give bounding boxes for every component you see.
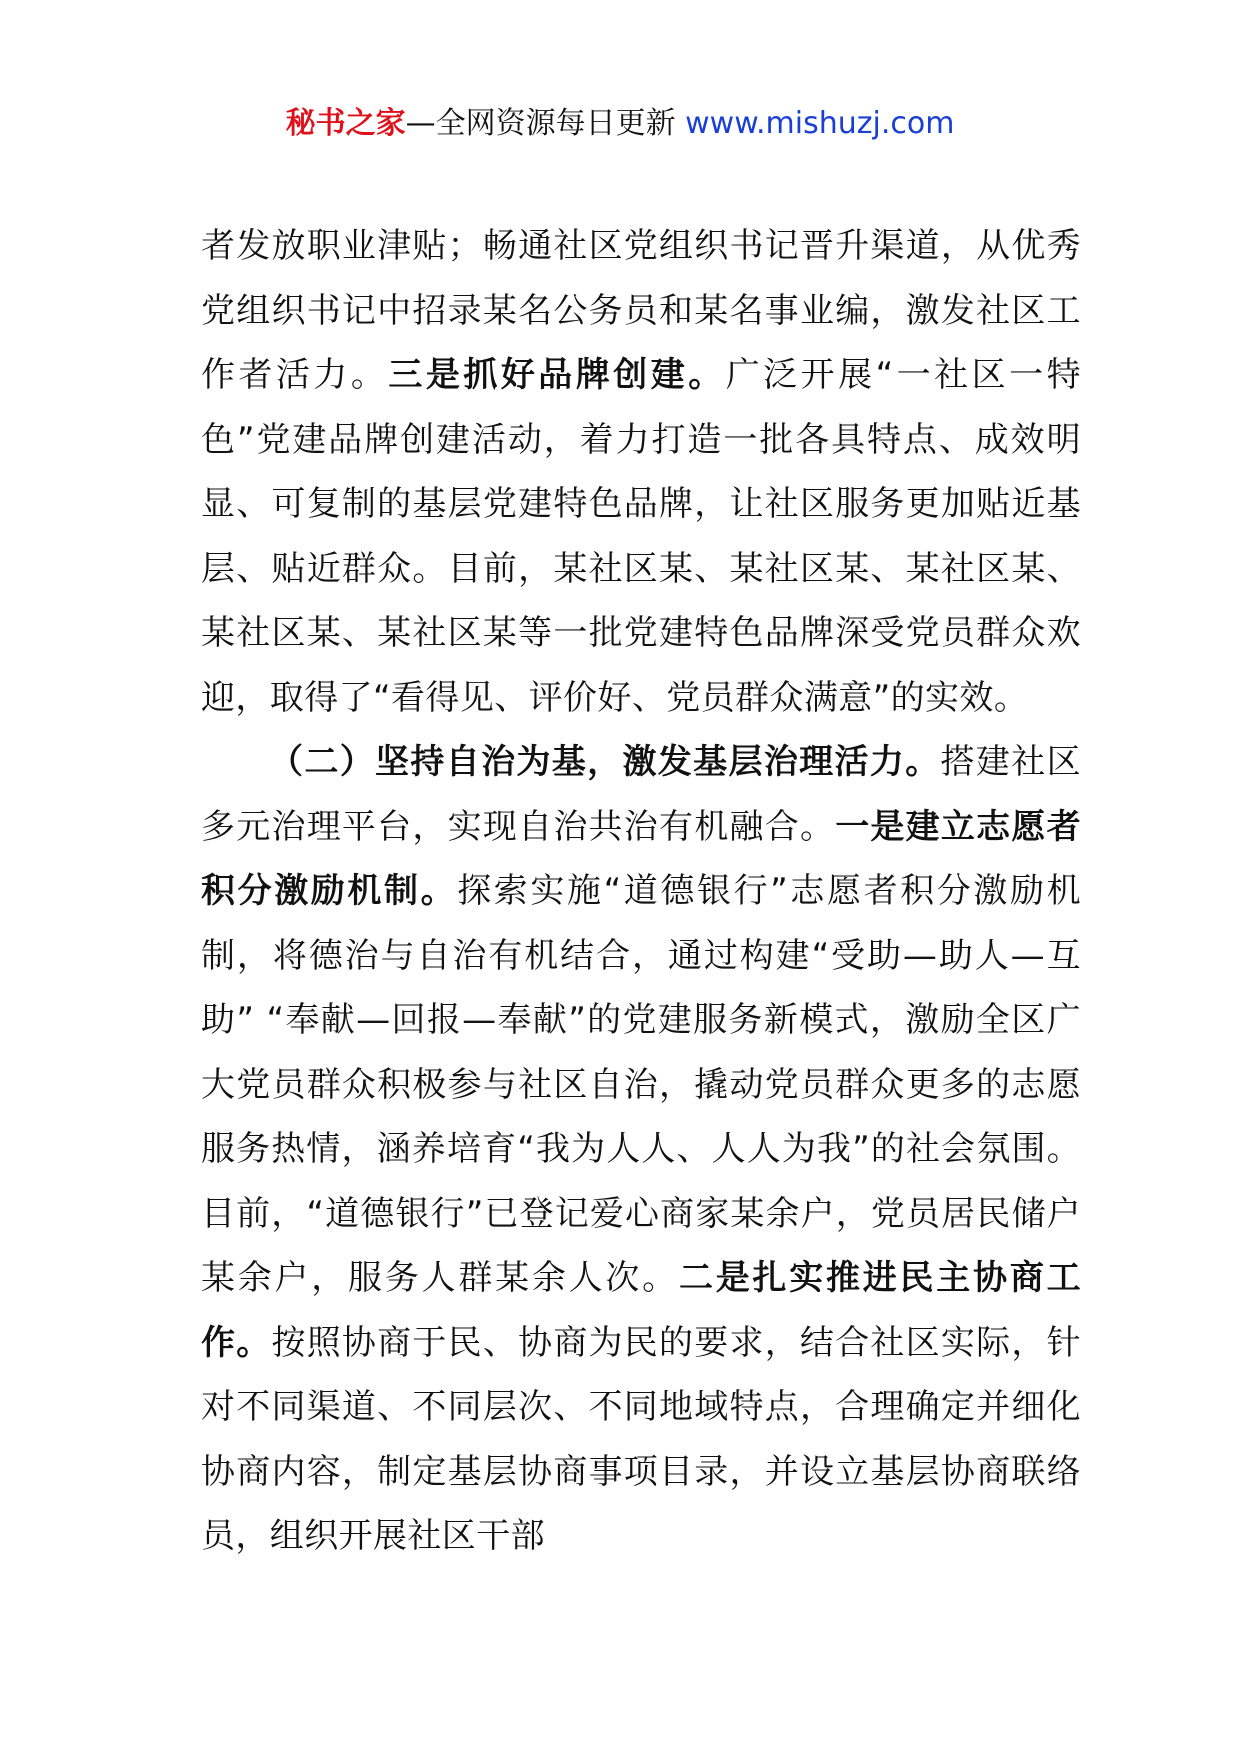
heading-democratic-consultation: 二是扎实推进民主协商工作。 [201, 1258, 1082, 1363]
website-link[interactable]: www.mishuzj.com [685, 106, 955, 141]
brand-name: 秘书之家 [285, 106, 406, 141]
heading-brand-creation: 三是抓好品牌创建。 [388, 355, 726, 395]
text-run: 搭建社区多元治理平台，实现自治共治有机融合。 [201, 742, 1081, 847]
heading-volunteer-points: 一是建立志愿者积分激励机制。 [201, 806, 1081, 911]
paragraph-2 [201, 730, 1081, 1569]
section-heading-autonomy: （二）坚持自治为基，激发基层治理活力。 [269, 742, 941, 782]
text-run: 广泛开展“一社区一特色”党建品牌创建活动，着力打造一批各具特点、成效明显、可复制的基层党建特色品牌，让社区服务更加贴近基层、贴近群众。目前，某社区某、某社区某、某社区某、某社区某、某社区某等一批党建特色品牌深受党员群众欢迎，取得了“看得见、评价好、党员群众满意”的实效。 [201, 355, 1081, 718]
text-run: 探索实施“道德银行”志愿者积分激励机制，将德治与自治有机结合，通过构建“受助—助人—互助” “奉献—回报—奉献”的党建服务新模式，激励全区广大党员群众积极参与社区自治，撬动党员群众更多的志愿服务热情，涵养培育“我为人人、人人为我”的社会氛围。目前，“道德银行”已登记爱心商家某余户，党员居民储户某余户，服务人群某余人次。 [201, 871, 1081, 1298]
header-slogan: —全网资源每日更新 [405, 106, 686, 141]
text-run: 者发放职业津贴；畅通社区党组织书记晋升渠道，从优秀党组织书记中招录某名公务员和某名事业编，激发社区工作者活力。 [201, 226, 1081, 395]
document-body [201, 214, 1081, 1569]
page-header [0, 104, 1240, 144]
text-run: 按照协商于民、协商为民的要求，结合社区实际，针对不同渠道、不同层次、不同地域特点，合理确定并细化协商内容，制定基层协商事项目录，并设立基层协商联络员，组织开展社区干部 [201, 1322, 1081, 1556]
paragraph-1 [201, 214, 1081, 730]
